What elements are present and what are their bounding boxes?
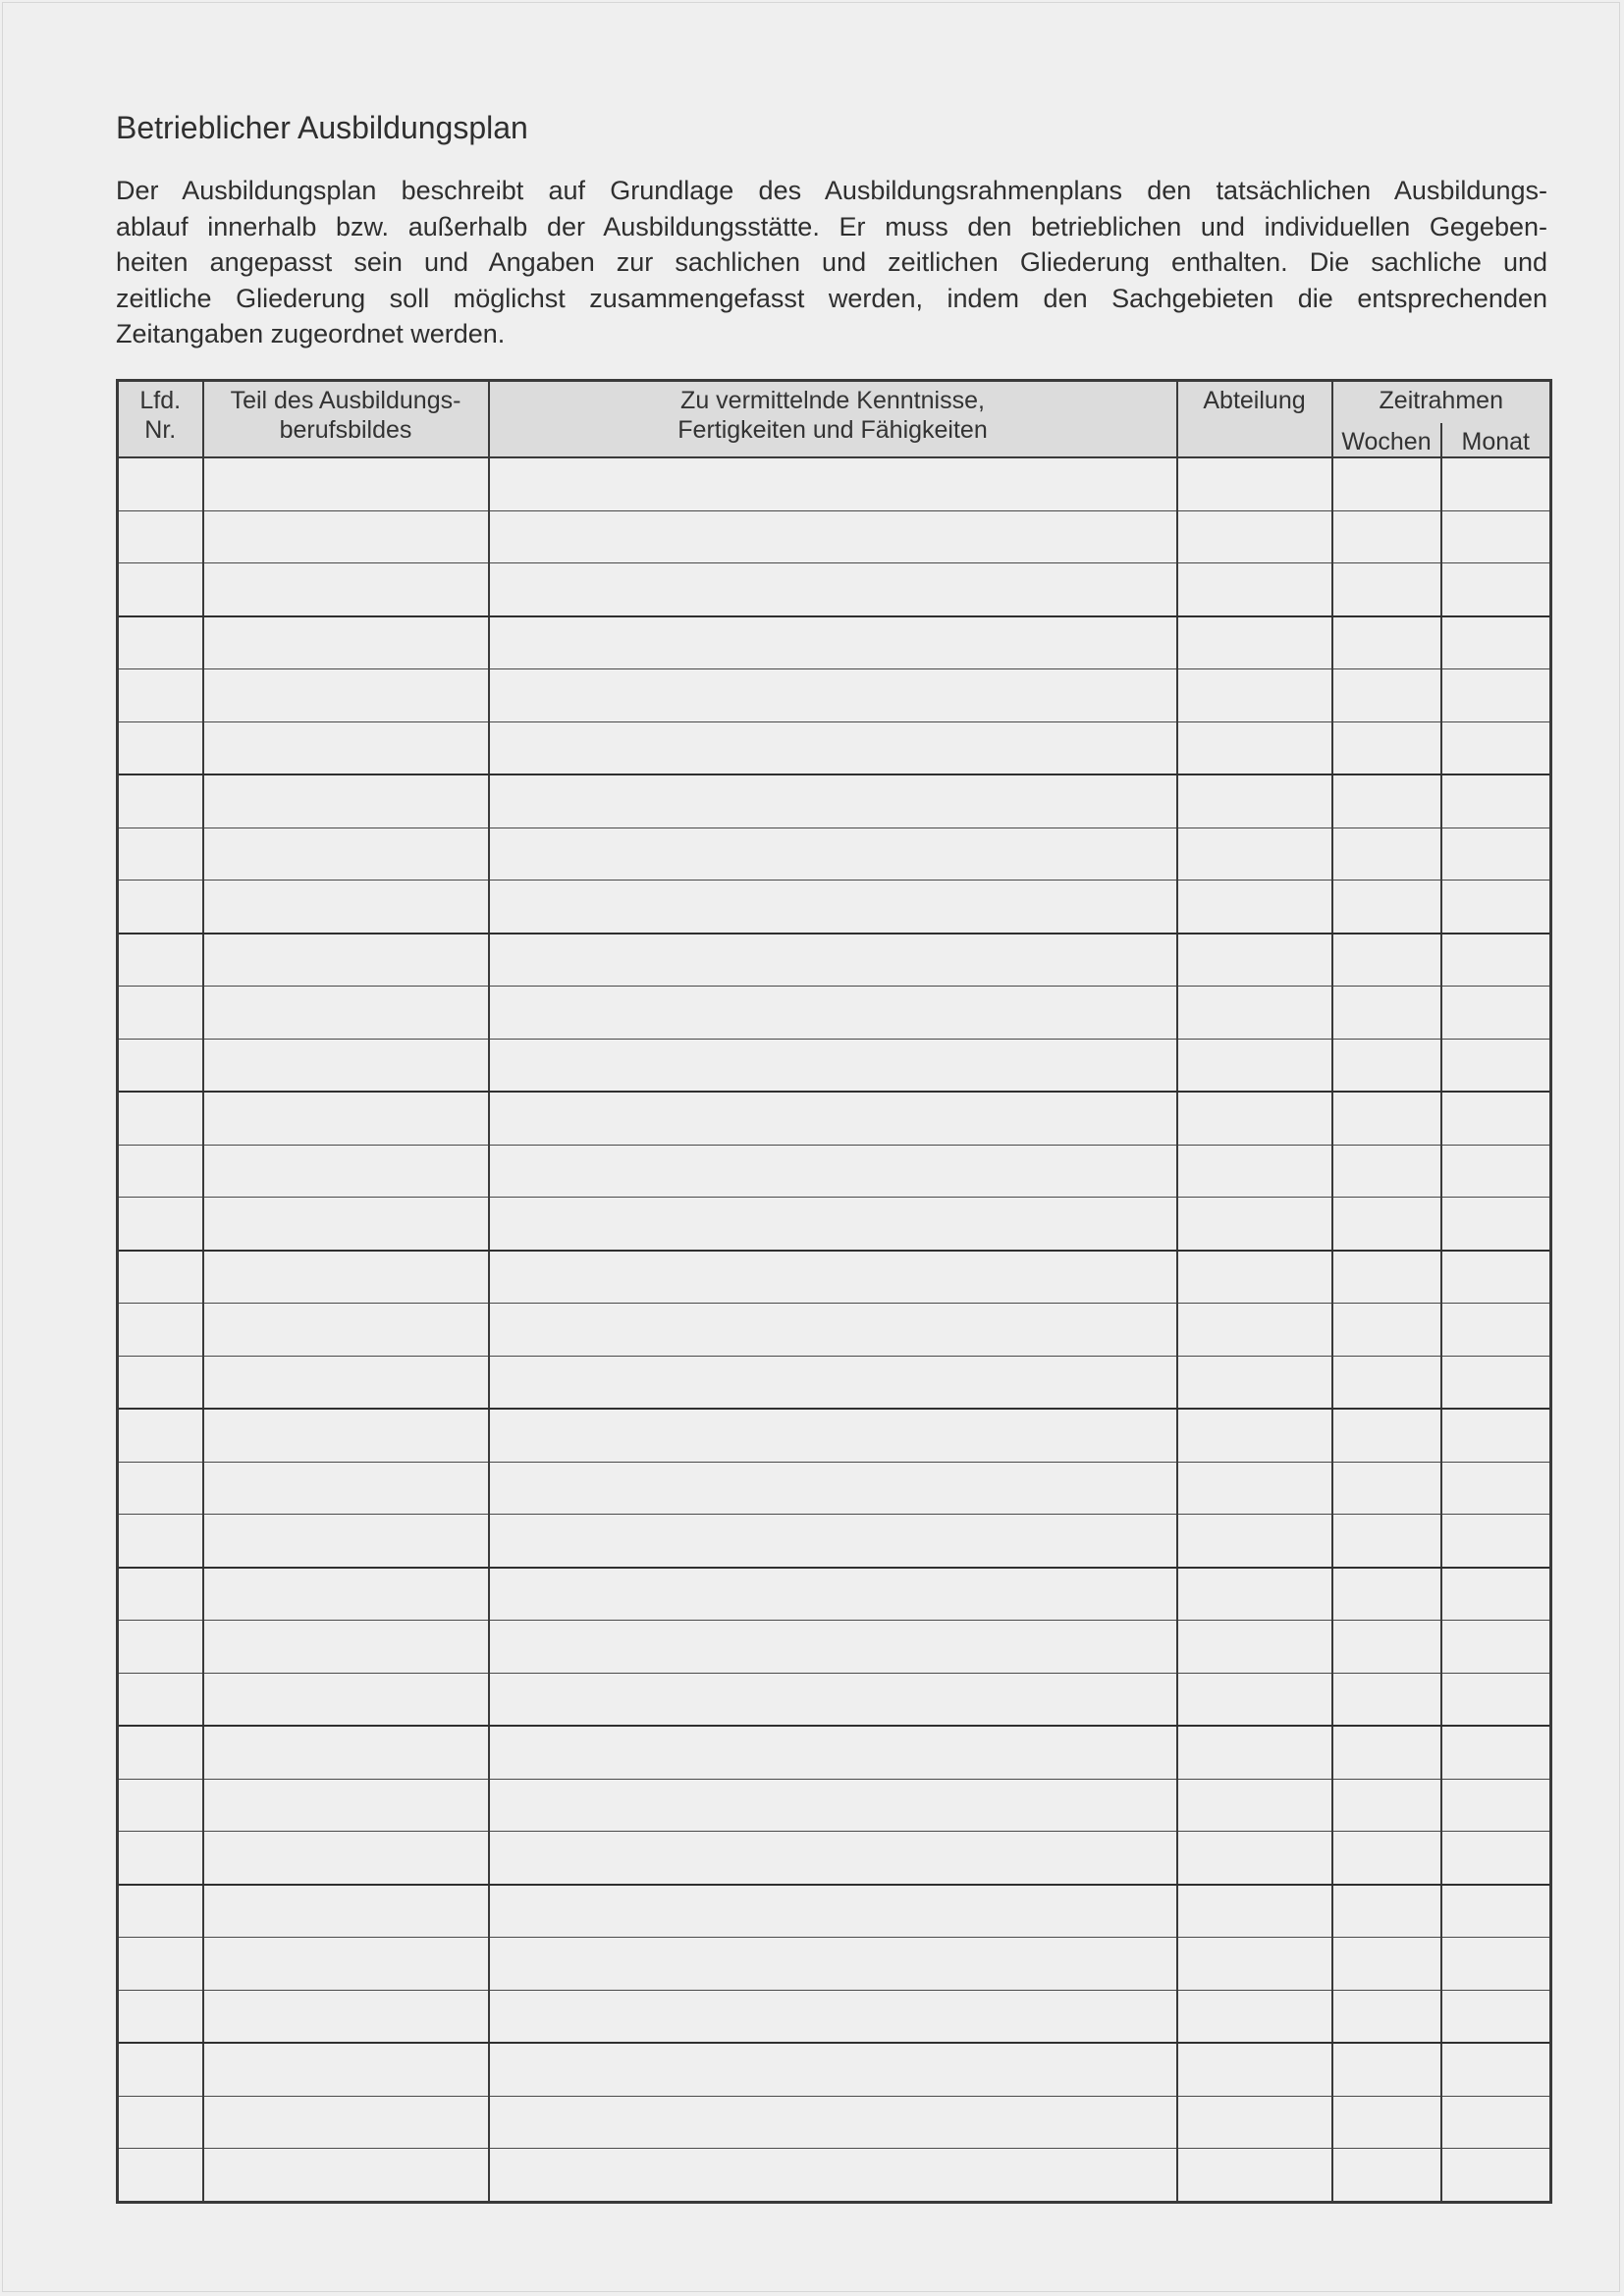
cell-teil[interactable] — [203, 1304, 489, 1357]
cell-monat[interactable] — [1441, 510, 1551, 563]
cell-teil[interactable] — [203, 934, 489, 987]
table-row — [118, 934, 1551, 987]
cell-kenntnisse[interactable] — [489, 828, 1177, 881]
cell-monat[interactable] — [1441, 1462, 1551, 1515]
cell-kenntnisse[interactable] — [489, 1092, 1177, 1145]
header-kenntnisse — [489, 381, 1177, 458]
cell-abteilung[interactable] — [1177, 1145, 1332, 1198]
cell-teil[interactable] — [203, 987, 489, 1040]
table-row — [118, 1092, 1551, 1145]
cell-abteilung[interactable] — [1177, 1990, 1332, 2043]
table-row — [118, 669, 1551, 722]
cell-monat[interactable] — [1441, 721, 1551, 774]
cell-lfd-nr[interactable] — [118, 2096, 203, 2149]
cell-abteilung[interactable] — [1177, 1304, 1332, 1357]
cell-teil[interactable] — [203, 828, 489, 881]
cell-monat[interactable] — [1441, 1409, 1551, 1462]
cell-kenntnisse[interactable] — [489, 987, 1177, 1040]
table-row — [118, 881, 1551, 934]
cell-lfd-nr[interactable] — [118, 828, 203, 881]
intro-line: Zeitangaben zugeordnet werden. — [116, 319, 506, 348]
cell-monat[interactable] — [1441, 1673, 1551, 1726]
cell-abteilung[interactable] — [1177, 1621, 1332, 1674]
table-row — [118, 828, 1551, 881]
table-row — [118, 1726, 1551, 1779]
cell-lfd-nr[interactable] — [118, 1990, 203, 2043]
cell-abteilung[interactable] — [1177, 1779, 1332, 1832]
cell-kenntnisse[interactable] — [489, 1198, 1177, 1251]
cell-abteilung[interactable] — [1177, 1673, 1332, 1726]
table-row — [118, 1515, 1551, 1568]
cell-monat[interactable] — [1441, 1885, 1551, 1938]
cell-teil[interactable] — [203, 1673, 489, 1726]
cell-lfd-nr[interactable] — [118, 457, 203, 510]
table-row — [118, 774, 1551, 828]
cell-teil[interactable] — [203, 1409, 489, 1462]
cell-monat[interactable] — [1441, 1145, 1551, 1198]
cell-lfd-nr[interactable] — [118, 1039, 203, 1092]
cell-kenntnisse[interactable] — [489, 2096, 1177, 2149]
cell-teil[interactable] — [203, 616, 489, 669]
cell-lfd-nr[interactable] — [118, 1145, 203, 1198]
cell-teil[interactable] — [203, 510, 489, 563]
table-row — [118, 1409, 1551, 1462]
header-monat: Monat — [1441, 423, 1551, 457]
cell-wochen[interactable] — [1332, 1198, 1441, 1251]
cell-lfd-nr[interactable] — [118, 1409, 203, 1462]
cell-abteilung[interactable] — [1177, 510, 1332, 563]
cell-wochen[interactable] — [1332, 934, 1441, 987]
cell-teil[interactable] — [203, 881, 489, 934]
cell-monat[interactable] — [1441, 1092, 1551, 1145]
cell-lfd-nr[interactable] — [118, 934, 203, 987]
cell-kenntnisse[interactable] — [489, 1568, 1177, 1621]
cell-kenntnisse[interactable] — [489, 881, 1177, 934]
table-row — [118, 616, 1551, 669]
cell-lfd-nr[interactable] — [118, 1568, 203, 1621]
cell-monat[interactable] — [1441, 2149, 1551, 2203]
cell-lfd-nr[interactable] — [118, 1304, 203, 1357]
cell-kenntnisse[interactable] — [489, 1885, 1177, 1938]
cell-wochen[interactable] — [1332, 1304, 1441, 1357]
cell-monat[interactable] — [1441, 1198, 1551, 1251]
cell-abteilung[interactable] — [1177, 987, 1332, 1040]
cell-lfd-nr[interactable] — [118, 1726, 203, 1779]
cell-kenntnisse[interactable] — [489, 1621, 1177, 1674]
cell-monat[interactable] — [1441, 828, 1551, 881]
cell-wochen[interactable] — [1332, 987, 1441, 1040]
cell-monat[interactable] — [1441, 616, 1551, 669]
cell-kenntnisse[interactable] — [489, 563, 1177, 616]
table-row — [118, 1885, 1551, 1938]
cell-monat[interactable] — [1441, 2096, 1551, 2149]
cell-wochen[interactable] — [1332, 1990, 1441, 2043]
cell-wochen[interactable] — [1332, 1621, 1441, 1674]
cell-teil[interactable] — [203, 1092, 489, 1145]
cell-lfd-nr[interactable] — [118, 721, 203, 774]
table-row — [118, 987, 1551, 1040]
table-row — [118, 457, 1551, 510]
cell-lfd-nr[interactable] — [118, 1832, 203, 1885]
header-lfd-nr — [118, 381, 203, 458]
cell-abteilung[interactable] — [1177, 1409, 1332, 1462]
header-kenntnisse-line1: Zu vermittelnde Kenntnisse, — [680, 387, 985, 414]
table-body — [118, 457, 1551, 2202]
cell-lfd-nr[interactable] — [118, 1092, 203, 1145]
training-plan-table — [116, 379, 1552, 2204]
table-row — [118, 1039, 1551, 1092]
cell-abteilung[interactable] — [1177, 934, 1332, 987]
cell-lfd-nr[interactable] — [118, 1885, 203, 1938]
cell-wochen[interactable] — [1332, 774, 1441, 828]
table-row — [118, 563, 1551, 616]
cell-teil[interactable] — [203, 669, 489, 722]
cell-abteilung[interactable] — [1177, 1885, 1332, 1938]
cell-monat[interactable] — [1441, 987, 1551, 1040]
cell-abteilung[interactable] — [1177, 721, 1332, 774]
cell-abteilung[interactable] — [1177, 828, 1332, 881]
cell-wochen[interactable] — [1332, 1039, 1441, 1092]
cell-monat[interactable] — [1441, 1304, 1551, 1357]
cell-teil[interactable] — [203, 2149, 489, 2203]
cell-teil[interactable] — [203, 1938, 489, 1991]
table-row — [118, 1304, 1551, 1357]
cell-lfd-nr[interactable] — [118, 987, 203, 1040]
cell-lfd-nr[interactable] — [118, 510, 203, 563]
intro-paragraph — [116, 173, 1547, 352]
cell-teil[interactable] — [203, 1726, 489, 1779]
cell-lfd-nr[interactable] — [118, 563, 203, 616]
cell-wochen[interactable] — [1332, 1779, 1441, 1832]
cell-wochen[interactable] — [1332, 1462, 1441, 1515]
cell-teil[interactable] — [203, 1251, 489, 1304]
cell-abteilung[interactable] — [1177, 1198, 1332, 1251]
header-teil-line1: Teil des Ausbildungs- — [230, 387, 461, 414]
cell-lfd-nr[interactable] — [118, 669, 203, 722]
cell-teil[interactable] — [203, 1621, 489, 1674]
cell-abteilung[interactable] — [1177, 616, 1332, 669]
cell-wochen[interactable] — [1332, 563, 1441, 616]
cell-abteilung[interactable] — [1177, 669, 1332, 722]
cell-abteilung[interactable] — [1177, 1356, 1332, 1409]
cell-monat[interactable] — [1441, 1251, 1551, 1304]
header-kenntnisse-line2: Fertigkeiten und Fähigkeiten — [677, 416, 988, 444]
cell-lfd-nr[interactable] — [118, 616, 203, 669]
cell-kenntnisse[interactable] — [489, 1726, 1177, 1779]
cell-kenntnisse[interactable] — [489, 457, 1177, 510]
cell-kenntnisse[interactable] — [489, 1409, 1177, 1462]
cell-wochen[interactable] — [1332, 2096, 1441, 2149]
intro-line: ablauf innerhalb bzw. außerhalb der Ausbildungsstätte. Er muss den betrieblichen und individuellen Gegeben- — [116, 211, 1547, 241]
cell-abteilung[interactable] — [1177, 563, 1332, 616]
cell-wochen[interactable] — [1332, 828, 1441, 881]
cell-teil[interactable] — [203, 1990, 489, 2043]
cell-kenntnisse[interactable] — [489, 774, 1177, 828]
table-row — [118, 1938, 1551, 1991]
cell-abteilung[interactable] — [1177, 1726, 1332, 1779]
cell-kenntnisse[interactable] — [489, 669, 1177, 722]
cell-monat[interactable] — [1441, 1356, 1551, 1409]
cell-kenntnisse[interactable] — [489, 2043, 1177, 2096]
cell-kenntnisse[interactable] — [489, 1673, 1177, 1726]
cell-abteilung[interactable] — [1177, 1515, 1332, 1568]
cell-abteilung[interactable] — [1177, 1938, 1332, 1991]
cell-lfd-nr[interactable] — [118, 774, 203, 828]
cell-abteilung[interactable] — [1177, 1832, 1332, 1885]
table-row — [118, 510, 1551, 563]
cell-abteilung[interactable] — [1177, 774, 1332, 828]
cell-wochen[interactable] — [1332, 1515, 1441, 1568]
cell-lfd-nr[interactable] — [118, 1621, 203, 1674]
cell-teil[interactable] — [203, 1515, 489, 1568]
cell-wochen[interactable] — [1332, 1092, 1441, 1145]
cell-abteilung[interactable] — [1177, 2096, 1332, 2149]
cell-lfd-nr[interactable] — [118, 1356, 203, 1409]
cell-abteilung[interactable] — [1177, 2149, 1332, 2203]
table-row — [118, 1251, 1551, 1304]
cell-monat[interactable] — [1441, 563, 1551, 616]
intro-line: Der Ausbildungsplan beschreibt auf Grundlage des Ausbildungsrahmenplans den tatsächlichen Ausbildungs- — [116, 176, 1547, 205]
cell-wochen[interactable] — [1332, 881, 1441, 934]
cell-monat[interactable] — [1441, 457, 1551, 510]
table-row — [118, 1673, 1551, 1726]
table-row — [118, 1145, 1551, 1198]
cell-monat[interactable] — [1441, 1832, 1551, 1885]
cell-monat[interactable] — [1441, 1568, 1551, 1621]
cell-teil[interactable] — [203, 1356, 489, 1409]
cell-wochen[interactable] — [1332, 1885, 1441, 1938]
cell-kenntnisse[interactable] — [489, 510, 1177, 563]
cell-abteilung[interactable] — [1177, 1251, 1332, 1304]
cell-wochen[interactable] — [1332, 669, 1441, 722]
cell-monat[interactable] — [1441, 1779, 1551, 1832]
cell-lfd-nr[interactable] — [118, 2043, 203, 2096]
cell-monat[interactable] — [1441, 1990, 1551, 2043]
cell-lfd-nr[interactable] — [118, 1251, 203, 1304]
header-wochen: Wochen — [1332, 423, 1441, 457]
cell-monat[interactable] — [1441, 2043, 1551, 2096]
cell-teil[interactable] — [203, 1832, 489, 1885]
cell-monat[interactable] — [1441, 881, 1551, 934]
cell-monat[interactable] — [1441, 1039, 1551, 1092]
table-row — [118, 1621, 1551, 1674]
cell-wochen[interactable] — [1332, 1726, 1441, 1779]
cell-monat[interactable] — [1441, 1726, 1551, 1779]
cell-wochen[interactable] — [1332, 1251, 1441, 1304]
cell-wochen[interactable] — [1332, 2149, 1441, 2203]
cell-teil[interactable] — [203, 1779, 489, 1832]
cell-kenntnisse[interactable] — [489, 1779, 1177, 1832]
cell-teil[interactable] — [203, 2096, 489, 2149]
cell-teil[interactable] — [203, 1885, 489, 1938]
cell-teil[interactable] — [203, 1145, 489, 1198]
cell-monat[interactable] — [1441, 934, 1551, 987]
cell-teil[interactable] — [203, 2043, 489, 2096]
cell-kenntnisse[interactable] — [489, 1462, 1177, 1515]
cell-monat[interactable] — [1441, 774, 1551, 828]
table-row — [118, 1779, 1551, 1832]
cell-wochen[interactable] — [1332, 2043, 1441, 2096]
cell-wochen[interactable] — [1332, 1568, 1441, 1621]
cell-wochen[interactable] — [1332, 1145, 1441, 1198]
cell-abteilung[interactable] — [1177, 1568, 1332, 1621]
cell-kenntnisse[interactable] — [489, 721, 1177, 774]
intro-line: heiten angepasst sein und Angaben zur sachlichen und zeitlichen Gliederung enthalten. Die sachliche und — [116, 247, 1547, 277]
page-title: Betrieblicher Ausbildungsplan — [116, 110, 528, 145]
cell-teil[interactable] — [203, 1568, 489, 1621]
header-abteilung: Abteilung — [1177, 381, 1332, 458]
cell-wochen[interactable] — [1332, 1673, 1441, 1726]
cell-lfd-nr[interactable] — [118, 1198, 203, 1251]
cell-lfd-nr[interactable] — [118, 1515, 203, 1568]
table-row — [118, 721, 1551, 774]
cell-lfd-nr[interactable] — [118, 1462, 203, 1515]
cell-abteilung[interactable] — [1177, 1039, 1332, 1092]
table-row — [118, 1832, 1551, 1885]
cell-kenntnisse[interactable] — [489, 616, 1177, 669]
header-teil-line2: berufsbildes — [279, 416, 412, 444]
cell-kenntnisse[interactable] — [489, 934, 1177, 987]
cell-abteilung[interactable] — [1177, 881, 1332, 934]
cell-wochen[interactable] — [1332, 1832, 1441, 1885]
header-zeitrahmen: Zeitrahmen — [1332, 381, 1551, 424]
cell-wochen[interactable] — [1332, 1938, 1441, 1991]
cell-wochen[interactable] — [1332, 721, 1441, 774]
cell-kenntnisse[interactable] — [489, 1938, 1177, 1991]
table-row — [118, 1356, 1551, 1409]
cell-wochen[interactable] — [1332, 616, 1441, 669]
table-row — [118, 1990, 1551, 2043]
cell-kenntnisse[interactable] — [489, 1515, 1177, 1568]
cell-monat[interactable] — [1441, 1621, 1551, 1674]
cell-kenntnisse[interactable] — [489, 2149, 1177, 2203]
cell-kenntnisse[interactable] — [489, 1304, 1177, 1357]
cell-kenntnisse[interactable] — [489, 1832, 1177, 1885]
cell-teil[interactable] — [203, 1462, 489, 1515]
intro-line: zeitliche Gliederung soll möglichst zusammengefasst werden, indem den Sachgebieten die entsprechenden — [116, 283, 1547, 313]
cell-kenntnisse[interactable] — [489, 1251, 1177, 1304]
cell-kenntnisse[interactable] — [489, 1356, 1177, 1409]
header-teil-ausbildungsberufsbildes — [203, 381, 489, 458]
cell-lfd-nr[interactable] — [118, 1779, 203, 1832]
header-lfd-line2: Nr. — [144, 416, 177, 444]
cell-teil[interactable] — [203, 721, 489, 774]
header-lfd-line1: Lfd. — [139, 387, 182, 414]
cell-teil[interactable] — [203, 457, 489, 510]
table-row — [118, 2096, 1551, 2149]
cell-lfd-nr[interactable] — [118, 1673, 203, 1726]
cell-kenntnisse[interactable] — [489, 1039, 1177, 1092]
cell-wochen[interactable] — [1332, 457, 1441, 510]
cell-abteilung[interactable] — [1177, 2043, 1332, 2096]
cell-abteilung[interactable] — [1177, 457, 1332, 510]
cell-wochen[interactable] — [1332, 1356, 1441, 1409]
cell-lfd-nr[interactable] — [118, 881, 203, 934]
cell-lfd-nr[interactable] — [118, 1938, 203, 1991]
cell-monat[interactable] — [1441, 669, 1551, 722]
table-row — [118, 2043, 1551, 2096]
cell-abteilung[interactable] — [1177, 1092, 1332, 1145]
table-row — [118, 1462, 1551, 1515]
cell-wochen[interactable] — [1332, 510, 1441, 563]
cell-teil[interactable] — [203, 563, 489, 616]
cell-monat[interactable] — [1441, 1938, 1551, 1991]
cell-teil[interactable] — [203, 774, 489, 828]
cell-teil[interactable] — [203, 1039, 489, 1092]
table-row — [118, 1568, 1551, 1621]
table-row — [118, 2149, 1551, 2203]
cell-teil[interactable] — [203, 1198, 489, 1251]
cell-wochen[interactable] — [1332, 1409, 1441, 1462]
cell-kenntnisse[interactable] — [489, 1990, 1177, 2043]
cell-kenntnisse[interactable] — [489, 1145, 1177, 1198]
table-row — [118, 1198, 1551, 1251]
cell-monat[interactable] — [1441, 1515, 1551, 1568]
cell-abteilung[interactable] — [1177, 1462, 1332, 1515]
cell-lfd-nr[interactable] — [118, 2149, 203, 2203]
